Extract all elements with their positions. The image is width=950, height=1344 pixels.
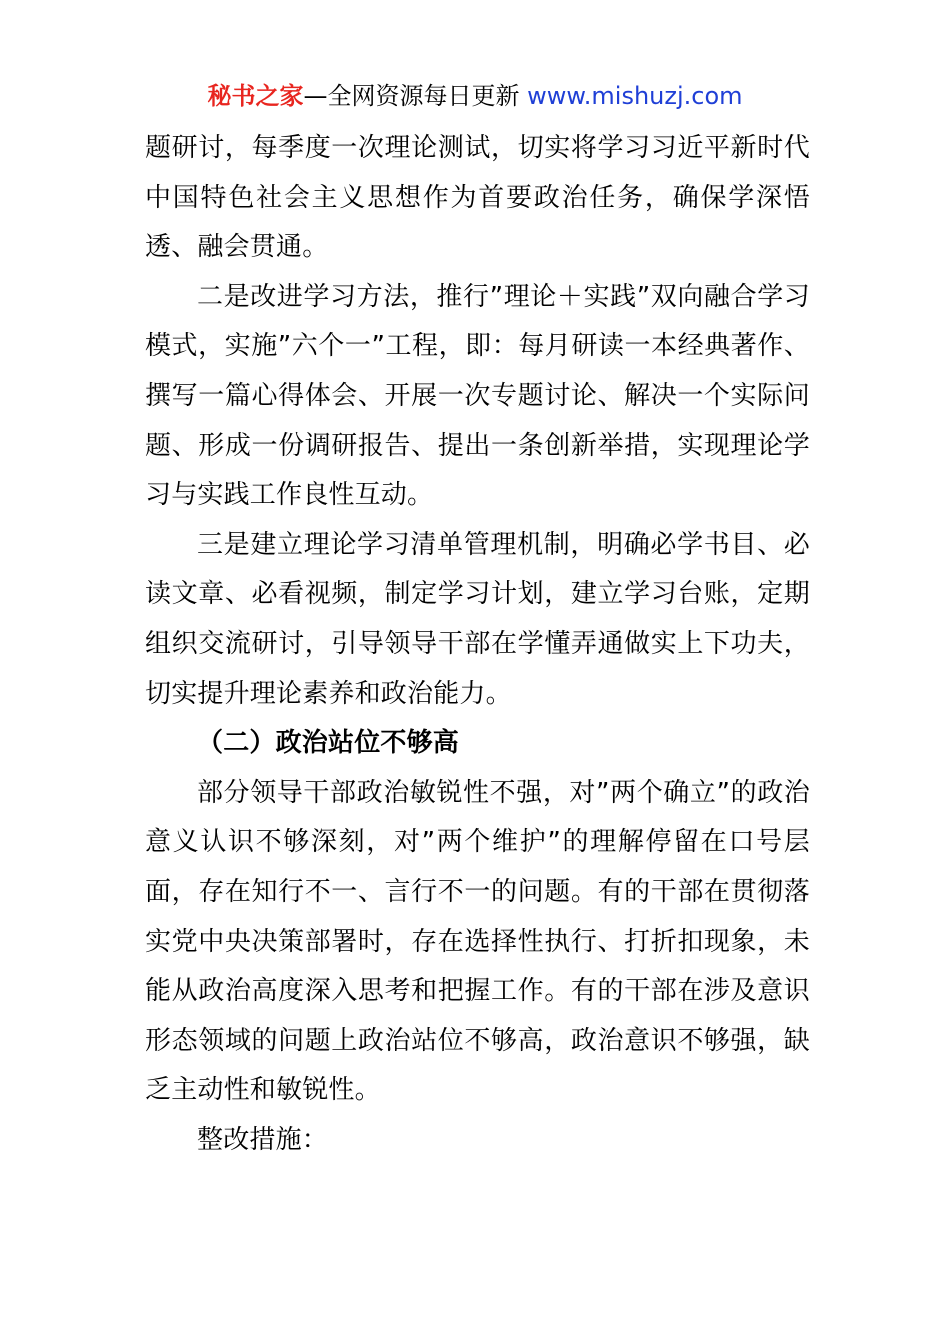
site-brand: 秘书之家 (207, 82, 304, 110)
section-heading: （二）政治站位不够高 (197, 728, 460, 759)
measures-label: 整改措施： (197, 1124, 329, 1155)
paragraph-improve-method: 二是改进学习方法，推行”理论＋实践”双向融合学习模式，实施”六个一”工程，即：每月研读一本经典著作、撰写一篇心得体会、开展一次专题讨论、解决一个实际问题、形成一份调研报告、提出一条创新举措，实现理论学习与实践工作良性互动。 (145, 281, 810, 511)
paragraph-continued: 题研讨，每季度一次理论测试，切实将学习习近平新时代中国特色社会主义思想作为首要政治任务，确保学深悟透、融会贯通。 (145, 133, 810, 263)
document-body (145, 124, 810, 1165)
paragraph-issue: 部分领导干部政治敏锐性不强，对”两个确立”的政治意义认识不够深刻，对”两个维护”的理解停留在口号层面，存在知行不一、言行不一的问题。有的干部在贯彻落实党中央决策部署时，存在选择性执行、打折扣现象，未能从政治高度深入思考和把握工作。有的干部在涉及意识形态领域的问题上政治站位不够高，政治意识不够强，缺乏主动性和敏锐性。 (145, 777, 810, 1106)
paragraph-checklist-mechanism: 三是建立理论学习清单管理机制，明确必学书目、必读文章、必看视频，制定学习计划，建立学习台账，定期组织交流研讨，引导领导干部在学懂弄通做实上下功夫，切实提升理论素养和政治能力。 (145, 529, 810, 709)
site-url-link[interactable]: www.mishuzj.com (527, 82, 743, 110)
site-tagline: —全网资源每日更新 (303, 82, 520, 110)
site-header (0, 80, 950, 112)
